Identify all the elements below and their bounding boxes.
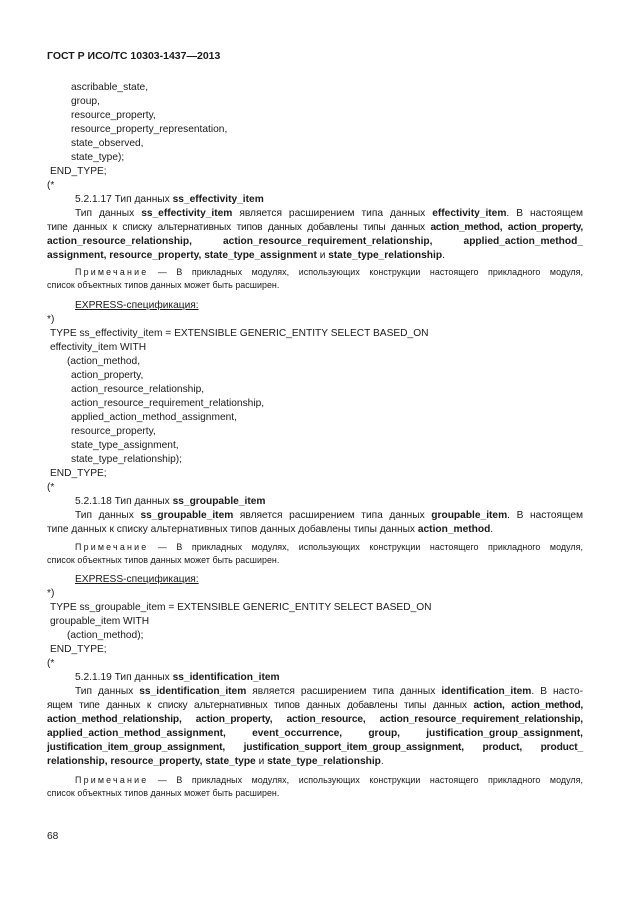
code-line: TYPE ss_groupable_item = EXTENSIBLE GENERIC_ENTITY SELECT BASED_ON: [50, 602, 432, 613]
paragraph-line: ящем типе данных к списку альтернативных типов данных добавлены типы данных action, action_method,: [47, 700, 583, 711]
code-line: state_type_assignment,: [71, 440, 179, 451]
code-line: action_property,: [71, 370, 144, 381]
note-line: Примечание — В прикладных модулях, использующих конструкции настоящего прикладного модуля,: [75, 267, 583, 277]
code-line: state_type_relationship);: [71, 454, 182, 465]
paragraph-line: Тип данных ss_groupable_item является расширением типа данных groupable_item. В настоящем: [75, 510, 584, 521]
paragraph-line: assignment, resource_property, state_type_assignment и state_type_relationship.: [47, 250, 445, 261]
code-line: END_TYPE;: [50, 166, 107, 177]
code-line: (*: [47, 180, 55, 191]
code-line: TYPE ss_effectivity_item = EXTENSIBLE GENERIC_ENTITY SELECT BASED_ON: [50, 328, 429, 339]
paragraph-line: action_method_relationship, action_property, action_resource, action_resource_requirement_relationship,: [47, 714, 583, 725]
code-line: resource_property,: [71, 110, 156, 121]
express-label: EXPRESS-спецификация:: [75, 300, 199, 311]
note-line: список объектных типов данных может быть расширен.: [47, 788, 280, 798]
document-header: ГОСТ Р ИСО/ТС 10303-1437—2013: [47, 50, 221, 62]
code-line: (action_method,: [67, 356, 141, 367]
section-heading: 5.2.1.19 Тип данных ss_identification_item: [75, 672, 280, 683]
code-line: ascribable_state,: [71, 82, 149, 93]
paragraph-line: applied_action_method_assignment, event_occurrence, group, justification_group_assignment,: [47, 728, 583, 739]
paragraph-line: Тип данных ss_effectivity_item является расширением типа данных effectivity_item. В настоящем: [75, 208, 584, 219]
code-line: (*: [47, 482, 55, 493]
paragraph-line: relationship, resource_property, state_type и state_type_relationship.: [47, 756, 384, 767]
code-line: action_resource_relationship,: [71, 384, 205, 395]
code-line: state_type);: [71, 152, 125, 163]
code-line: action_resource_requirement_relationship,: [71, 398, 265, 409]
paragraph-line: типе данных к списку альтернативных типов данных добавлены типы данных action_method.: [47, 524, 494, 535]
code-line: group,: [71, 96, 100, 107]
paragraph-line: Тип данных ss_identification_item является расширением типа данных identification_item. В насто-: [75, 686, 583, 697]
note-line: список объектных типов данных может быть расширен.: [47, 280, 280, 290]
page-number: 68: [47, 831, 59, 842]
paragraph-line: justification_item_group_assignment, justification_support_item_group_assignment, product, product_: [47, 742, 583, 753]
express-label: EXPRESS-спецификация:: [75, 574, 199, 585]
paragraph-line: action_resource_relationship, action_resource_requirement_relationship, applied_action_method_: [47, 236, 583, 247]
code-line: effectivity_item WITH: [50, 342, 147, 353]
code-line: resource_property,: [71, 426, 156, 437]
code-line: *): [47, 314, 55, 325]
paragraph-line: типе данных к списку альтернативных типов данных добавлены типы данных action_method, action_property,: [47, 222, 583, 233]
note-line: Примечание — В прикладных модулях, использующих конструкции настоящего прикладного модуля,: [75, 775, 583, 785]
code-line: END_TYPE;: [50, 644, 107, 655]
note-line: список объектных типов данных может быть расширен.: [47, 555, 280, 565]
code-line: (action_method);: [67, 630, 144, 641]
code-line: state_observed,: [71, 138, 144, 149]
section-heading: 5.2.1.17 Тип данных ss_effectivity_item: [75, 194, 264, 205]
code-line: applied_action_method_assignment,: [71, 412, 237, 423]
code-line: *): [47, 588, 55, 599]
note-line: Примечание — В прикладных модулях, использующих конструкции настоящего прикладного модуля,: [75, 542, 583, 552]
code-line: (*: [47, 658, 55, 669]
section-heading: 5.2.1.18 Тип данных ss_groupable_item: [75, 496, 266, 507]
code-line: END_TYPE;: [50, 468, 107, 479]
code-line: groupable_item WITH: [50, 616, 150, 627]
code-line: resource_property_representation,: [71, 124, 228, 135]
